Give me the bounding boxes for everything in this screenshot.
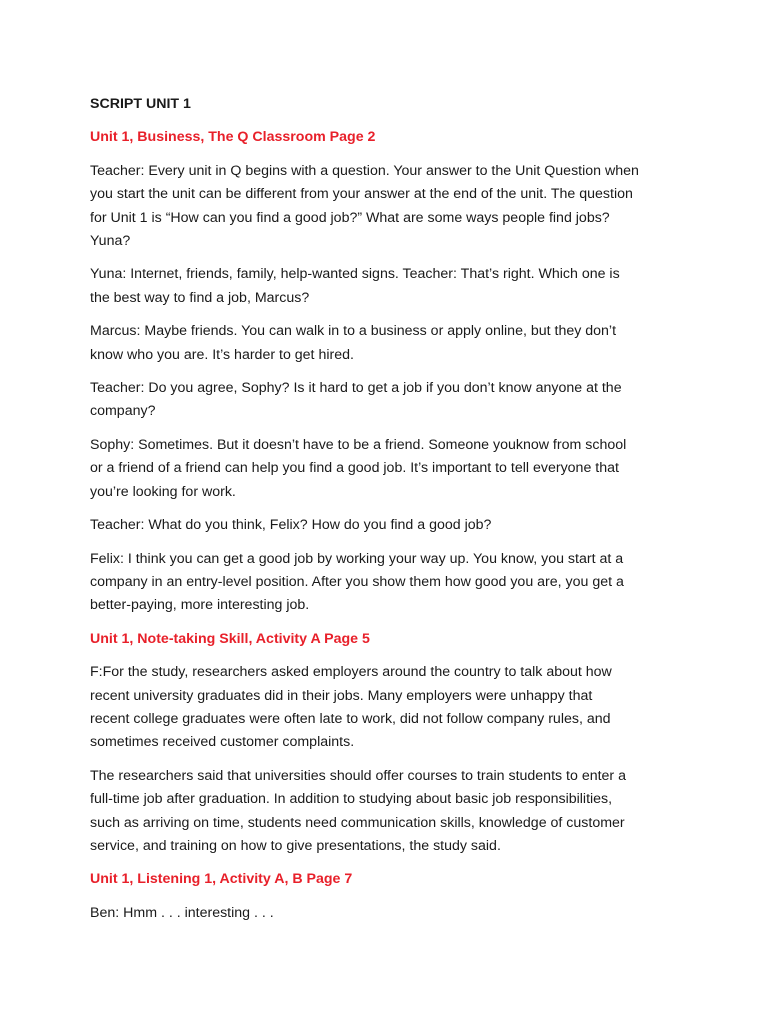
script-paragraph [90, 514, 690, 537]
script-paragraph [90, 902, 690, 925]
text-line: such as arriving on time, students need communication skills, knowledge of customer [90, 814, 625, 831]
text-line: you start the unit can be different from your answer at the end of the unit. The question [90, 186, 633, 203]
script-paragraph [90, 160, 690, 254]
section-heading: Unit 1, Business, The Q Classroom Page 2 [90, 129, 376, 146]
text-line: Ben: Hmm . . . interesting . . . [90, 904, 274, 921]
text-line: company? [90, 403, 156, 420]
text-line: know who you are. It’s harder to get hired. [90, 346, 354, 363]
script-paragraph [90, 434, 690, 504]
text-line: recent university graduates did in their jobs. Many employers were unhappy that [90, 687, 593, 704]
text-line: The researchers said that universities should offer courses to train students to enter a [90, 767, 626, 784]
script-paragraph [90, 320, 690, 367]
text-line: Teacher: What do you think, Felix? How do you find a good job? [90, 517, 492, 534]
document-page [90, 93, 690, 935]
script-paragraph [90, 661, 690, 755]
text-line: Yuna: Internet, friends, family, help-wanted signs. Teacher: That’s right. Which one is [90, 266, 620, 283]
text-line: Felix: I think you can get a good job by working your way up. You know, you start at a [90, 550, 624, 567]
text-line: service, and training on how to give presentations, the study said. [90, 837, 501, 854]
text-line: company in an entry-level position. After you show them how good you are, you get a [90, 573, 624, 590]
text-line: Yuna? [90, 233, 131, 250]
section-heading: Unit 1, Listening 1, Activity A, B Page 7 [90, 871, 353, 888]
text-line: sometimes received customer complaints. [90, 734, 355, 751]
text-line: recent college graduates were often late to work, did not follow company rules, and [90, 710, 611, 727]
text-line: Teacher: Every unit in Q begins with a question. Your answer to the Unit Question when [90, 162, 639, 179]
text-line: Marcus: Maybe friends. You can walk in to a business or apply online, but they don’t [90, 323, 617, 340]
document-title: SCRIPT UNIT 1 [90, 96, 191, 112]
text-line: full-time job after graduation. In addition to studying about basic job responsibilities, [90, 791, 613, 808]
text-line: or a friend of a friend can help you find a good job. It’s important to tell everyone that [90, 460, 619, 477]
script-paragraph [90, 263, 690, 310]
text-line: Sophy: Sometimes. But it doesn’t have to be a friend. Someone youknow from school [90, 436, 627, 453]
section-heading: Unit 1, Note-taking Skill, Activity A Page 5 [90, 630, 370, 647]
script-paragraph [90, 377, 690, 424]
text-line: F:For the study, researchers asked employers around the country to talk about how [90, 664, 612, 681]
script-paragraph [90, 548, 690, 618]
document-body [90, 126, 690, 925]
text-line: better-paying, more interesting job. [90, 597, 310, 614]
script-paragraph [90, 765, 690, 859]
text-line: for Unit 1 is “How can you find a good job?” What are some ways people find jobs? [90, 209, 610, 226]
text-line: Teacher: Do you agree, Sophy? Is it hard to get a job if you don’t know anyone at the [90, 380, 622, 397]
text-line: you’re looking for work. [90, 483, 236, 500]
text-line: the best way to find a job, Marcus? [90, 289, 310, 306]
